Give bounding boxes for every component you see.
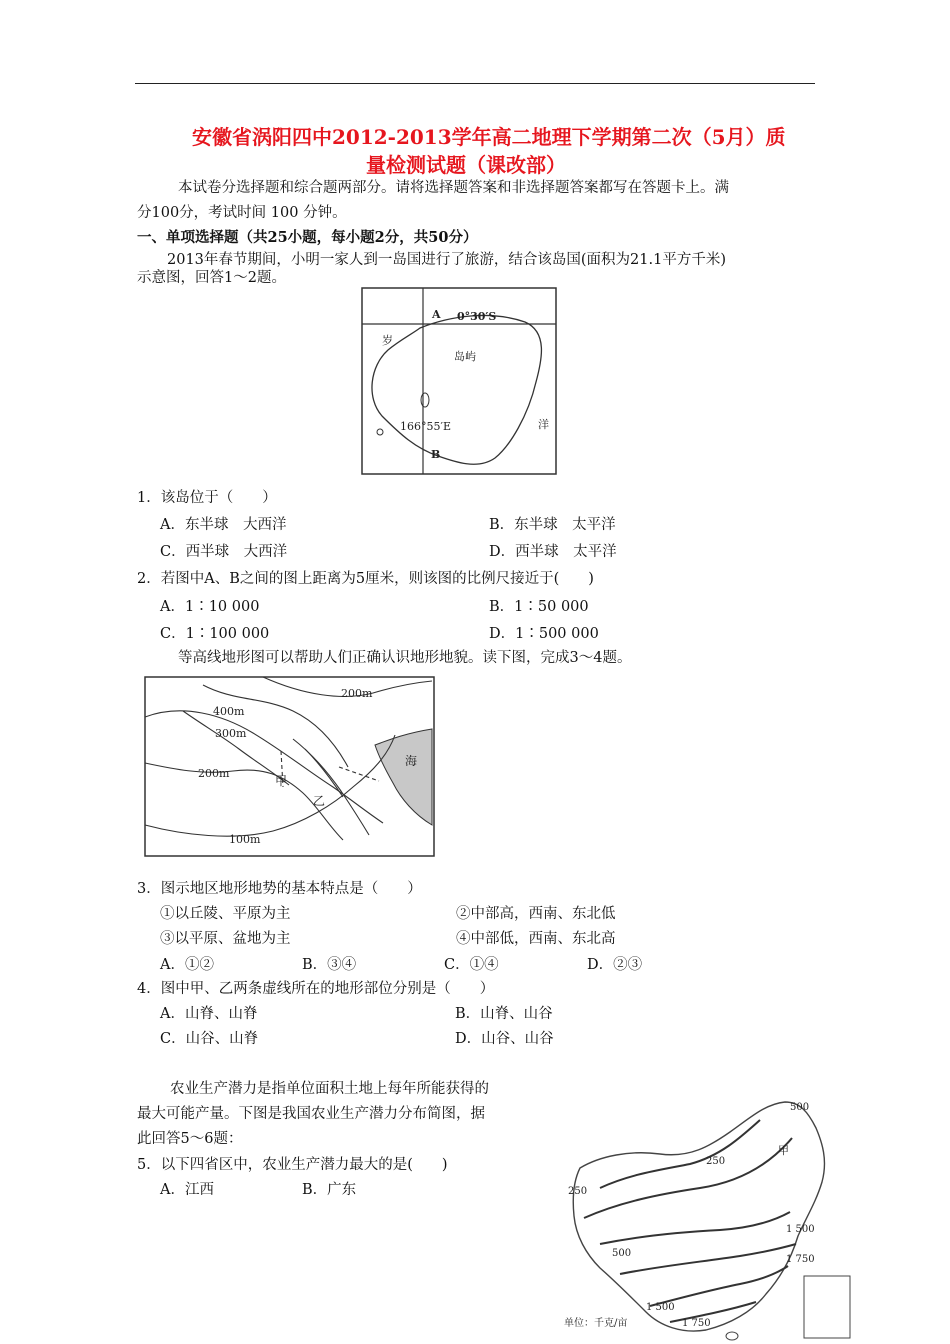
map-unit-label: 单位：千克/亩 [564, 1318, 628, 1329]
q2-option-d: D．1∶500 000 [489, 626, 599, 642]
passage-1-cont: 示意图，回答1～2题。 [137, 270, 286, 286]
section-heading: 一、单项选择题（共25小题，每小题2分，共50分） [137, 229, 478, 246]
value-1500-bottom: 1 500 [646, 1302, 675, 1313]
q3-item-1: ①以丘陵、平原为主 [160, 906, 291, 922]
q2-option-c: C．1∶100 000 [160, 626, 270, 642]
q1-option-c: C．西半球 大西洋 [160, 544, 288, 560]
passage-1: 2013年春节期间，小明一家人到一岛国进行了旅游，结合该岛国(面积为21.1平方千米) [167, 252, 726, 268]
intro-text: 本试卷分选择题和综合题两部分。请将选择题答案和非选择题答案都写在答题卡上。满 [178, 180, 729, 196]
q2-stem: 2．若图中A、B之间的图上距离为5厘米，则该图的比例尺接近于( ) [137, 571, 594, 587]
passage-3-cont2: 此回答5～6题： [137, 1131, 243, 1147]
header-rule [135, 83, 815, 84]
q3-stem: 3．图示地区地形地势的基本特点是（ ） [137, 881, 422, 897]
passage-2: 等高线地形图可以帮助人们正确认识地形地貌。读下图，完成3～4题。 [178, 650, 632, 666]
value-250-mid: 250 [706, 1156, 726, 1167]
q3-item-3: ③以平原、盆地为主 [160, 931, 291, 947]
q4-option-c: C．山谷、山脊 [160, 1031, 259, 1047]
q3-item-2: ②中部高，西南、东北低 [456, 906, 616, 922]
value-500-top: 500 [790, 1102, 810, 1113]
q3-option-b: B．③④ [302, 957, 357, 973]
longitude-label: 166°55′E [400, 420, 452, 433]
point-b-label: B [431, 448, 441, 461]
label-jia: 甲 [275, 774, 288, 788]
contour-100: 100m [229, 833, 261, 846]
value-1750-right: 1 750 [786, 1254, 815, 1265]
q4-option-b: B．山脊、山谷 [455, 1006, 553, 1022]
contour-400: 400m [213, 705, 245, 718]
q5-option-a: A．江西 [160, 1182, 214, 1198]
page-title: 安徽省涡阳四中2012-2013学年高二地理下学期第二次（5月）质 [192, 125, 786, 149]
q1-option-a: A．东半球 大西洋 [160, 517, 287, 533]
island-map [360, 286, 570, 486]
contour-200-left: 200m [198, 767, 230, 780]
label-jia-map: 甲 [778, 1144, 789, 1157]
q4-option-a: A．山脊、山脊 [160, 1006, 258, 1022]
label-sea: 海 [405, 754, 418, 768]
passage-3: 农业生产潜力是指单位面积土地上每年所能获得的 [170, 1081, 489, 1097]
point-a-label: A [432, 308, 441, 321]
passage-3-cont: 最大可能产量。下图是我国农业生产潜力分布简图，据 [137, 1106, 485, 1122]
contour-200-top: 200m [341, 687, 373, 700]
q1-option-b: B．东半球 太平洋 [489, 517, 616, 533]
value-1750-bottom: 1 750 [682, 1318, 711, 1329]
q1-option-d: D．西半球 太平洋 [489, 544, 617, 560]
value-500-left: 500 [612, 1248, 632, 1259]
latitude-label: 0°30′S [457, 310, 497, 323]
china-potential-map [560, 1098, 854, 1342]
map-char-right: 洋 [538, 418, 549, 431]
q3-item-4: ④中部低，西南、东北高 [456, 931, 616, 947]
island-label: 岛屿 [454, 350, 476, 363]
contour-map [143, 675, 438, 860]
q2-option-a: A．1∶10 000 [160, 599, 260, 615]
contour-300: 300m [215, 727, 247, 740]
q3-option-a: A．①② [160, 957, 214, 973]
value-250-left: 250 [568, 1186, 588, 1197]
q2-option-b: B．1∶50 000 [489, 599, 589, 615]
q4-option-d: D．山谷、山谷 [455, 1031, 554, 1047]
intro-text-cont: 分100分，考试时间 100 分钟。 [137, 205, 347, 221]
page-title-line2: 量检测试题（课改部） [366, 153, 566, 177]
q5-stem: 5．以下四省区中，农业生产潜力最大的是( ) [137, 1157, 448, 1173]
q5-option-b: B．广东 [302, 1182, 357, 1198]
q1-stem: 1．该岛位于（ ） [137, 490, 277, 506]
q3-option-d: D．②③ [587, 957, 643, 973]
map-char-left: 岁 [382, 334, 393, 347]
value-1500-right: 1 500 [786, 1224, 815, 1235]
q3-option-c: C．①④ [444, 957, 499, 973]
label-yi: 乙 [313, 794, 326, 808]
q4-stem: 4．图中甲、乙两条虚线所在的地形部位分别是（ ） [137, 981, 495, 997]
